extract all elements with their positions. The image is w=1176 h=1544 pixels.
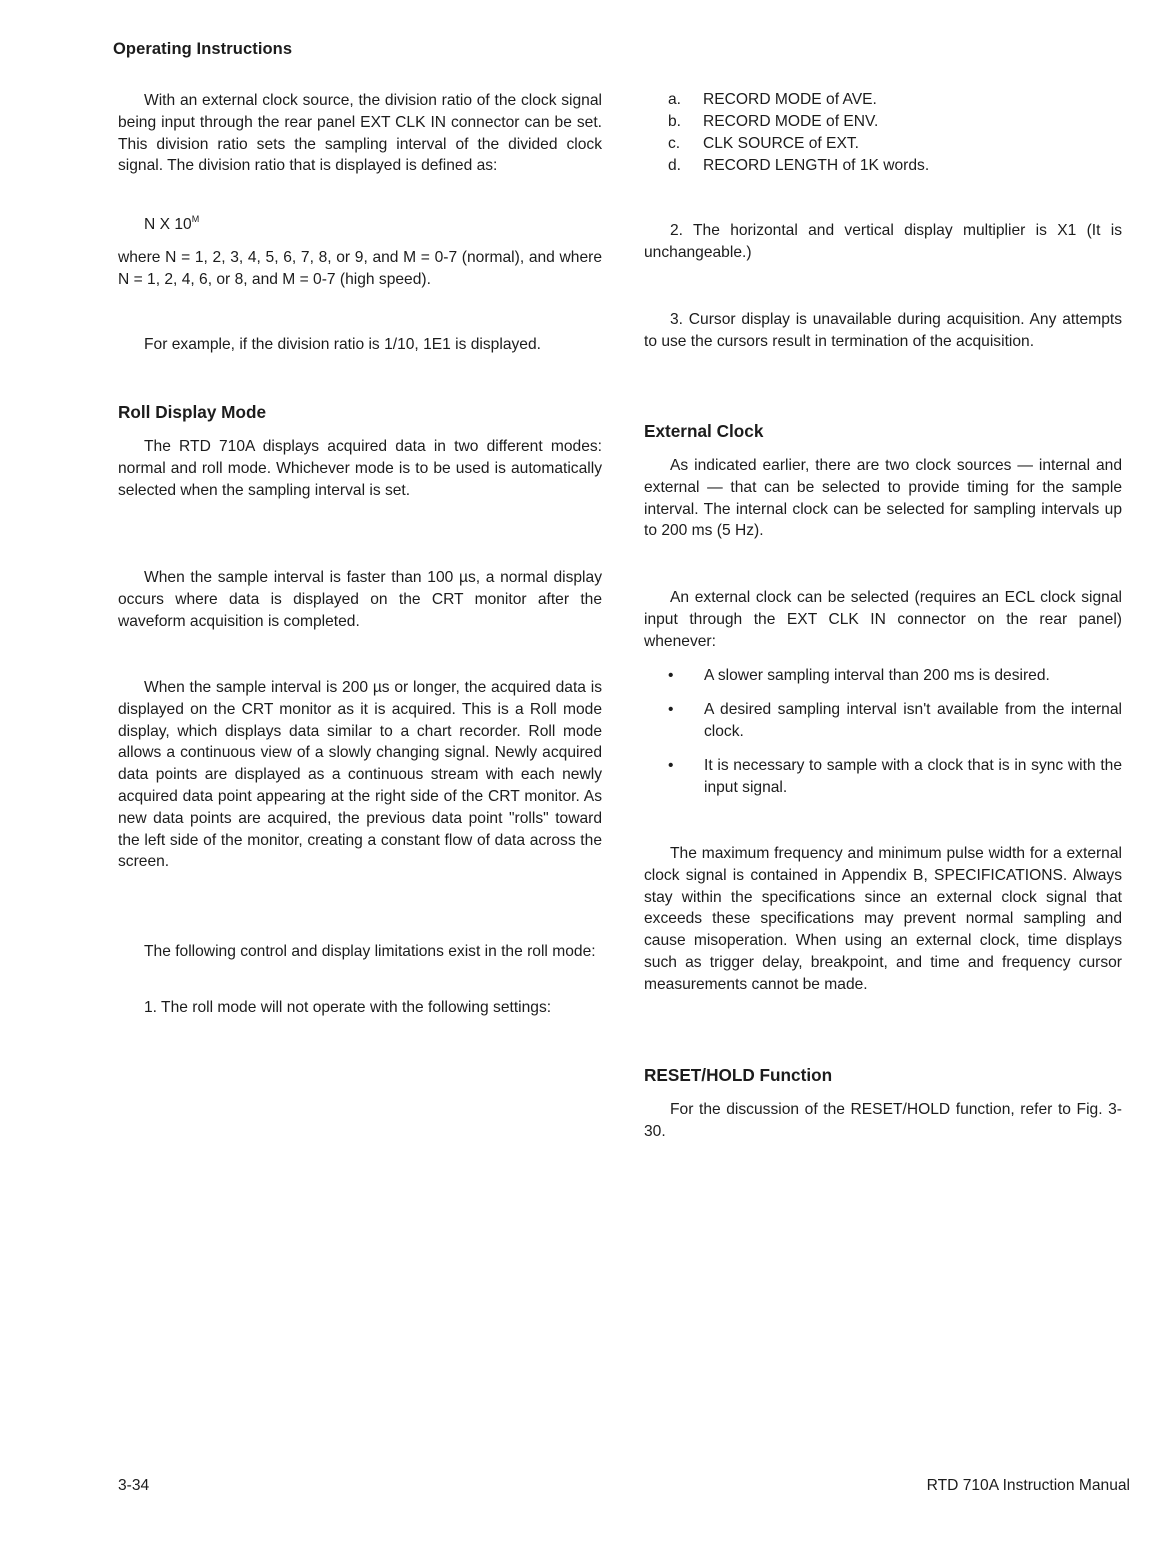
paragraph-clock-sources: As indicated earlier, there are two clock sources — internal and external — that can be selected to provide timing for the sample interval. The internal clock can be selected for sampling intervals up to 200 ms (5 Hz). [644, 457, 1122, 540]
list-item [644, 155, 929, 177]
formula-exponent: M [191, 214, 200, 224]
bullet-item [644, 665, 1122, 687]
list-text: RECORD LENGTH of 1K words. [703, 157, 930, 174]
bullet-item [644, 755, 1122, 799]
paragraph-max-frequency: The maximum frequency and minimum pulse width for a external clock signal is contained in Appendix B, SPECIFICATIONS. Always stay within the specifications since an external clock signal that exceeds these specifications may prevent normal sampling and cause misoperation. When using an external clock, time displays such as trigger delay, breakpoint, and time and frequency cursor measurements cannot be made. [644, 845, 1122, 993]
paragraph-display-multiplier: 2. The horizontal and vertical display multiplier is X1 (It is unchangeable.) [644, 222, 1122, 261]
paragraph-roll-display: When the sample interval is 200 µs or longer, the acquired data is displayed on the CRT monitor as it is acquired. This is a Roll mode display, which displays data similar to a chart recorder. Roll mode allows a continuous view of a slowly changing signal. Newly acquired data points are displayed as a continuous stream with each newly acquired data point appearing at the right side of the CRT monitor. As new data points are acquired, the previous data point "rolls" toward the left side of the monitor, creating a constant flow of data across the screen. [118, 679, 602, 871]
formula-base: N X 10 [144, 216, 192, 233]
bullet-text: A slower sampling interval than 200 ms is desired. [704, 667, 1050, 684]
bullet-icon: • [668, 757, 674, 774]
heading-roll-display-mode: Roll Display Mode [118, 402, 267, 422]
paragraph-normal-display: When the sample interval is faster than 100 µs, a normal display occurs where data is displayed on the CRT monitor after the waveform acquisition is completed. [118, 569, 602, 630]
bullet-icon: • [668, 701, 674, 718]
paragraph-reset-hold: For the discussion of the RESET/HOLD function, refer to Fig. 3-30. [644, 1101, 1122, 1140]
paragraph-where: where N = 1, 2, 3, 4, 5, 6, 7, 8, or 9, and M = 0-7 (normal), and where N = 1, 2, 4, 6, or 8, and M = 0-7 (high speed). [118, 249, 602, 288]
bullet-text: It is necessary to sample with a clock that is in sync with the input signal. [704, 757, 1122, 796]
section-header: Operating Instructions [113, 40, 293, 58]
paragraph-external-clock-select: An external clock can be selected (requires an ECL clock signal input through the EXT CLK IN connector on the rear panel) whenever: [644, 589, 1122, 650]
list-label: c. [668, 135, 681, 152]
paragraph-cursor-display: 3. Cursor display is unavailable during acquisition. Any attempts to use the cursors result in termination of the acquisition. [644, 311, 1122, 350]
list-text: RECORD MODE of AVE. [703, 91, 877, 108]
heading-reset-hold: RESET/HOLD Function [644, 1065, 833, 1085]
bullet-text: A desired sampling interval isn't available from the internal clock. [704, 701, 1122, 740]
list-item [644, 111, 878, 133]
list-label: a. [668, 91, 682, 108]
manual-title: RTD 710A Instruction Manual [926, 1477, 1130, 1494]
paragraph-example: For example, if the division ratio is 1/10, 1E1 is displayed. [144, 336, 541, 353]
list-text: RECORD MODE of ENV. [703, 113, 879, 130]
list-label: b. [668, 113, 682, 130]
list-item [644, 89, 877, 111]
paragraph-modes: The RTD 710A displays acquired data in two different modes: normal and roll mode. Whichever mode is to be used is automatically selected when the sampling interval is set. [118, 438, 602, 499]
page-number: 3-34 [118, 1477, 150, 1494]
paragraph-division-ratio: With an external clock source, the division ratio of the clock signal being input through the rear panel EXT CLK IN connector can be set. This division ratio sets the sampling interval of the divided clock signal. The division ratio that is displayed is defined as: [118, 92, 602, 175]
list-text: CLK SOURCE of EXT. [703, 135, 859, 152]
list-item [644, 133, 859, 155]
list-label: d. [668, 157, 682, 174]
division-ratio-formula [144, 214, 199, 234]
paragraph-limitations: The following control and display limitations exist in the roll mode: [144, 943, 596, 960]
heading-external-clock: External Clock [644, 421, 764, 441]
paragraph-roll-settings: 1. The roll mode will not operate with the following settings: [144, 999, 552, 1016]
bullet-icon: • [668, 667, 674, 684]
bullet-item [644, 699, 1122, 743]
